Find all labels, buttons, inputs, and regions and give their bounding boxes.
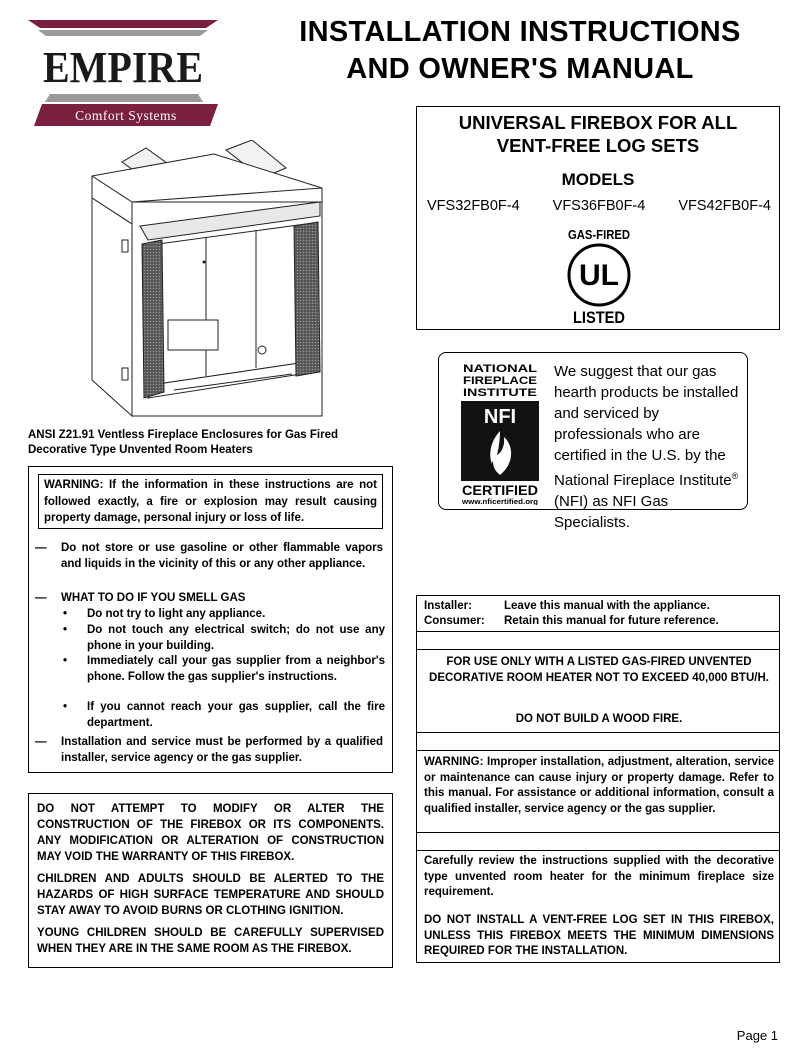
installer-info-box: [416, 595, 780, 963]
nfi-recommendation-text: We suggest that our gas hearth products be installed and serviced by professionals who are certified in the U.S. by the National Fireplace Institute® (NFI) as NFI Gas Specialists.: [554, 363, 739, 531]
svg-text:NFI: NFI: [483, 406, 517, 428]
no-install-warning: DO NOT INSTALL A VENT-FREE LOG SET IN THIS FIREBOX, UNLESS THIS FIREBOX MEETS THE MINIMUM DIMENSIONS REQUIRED FOR THE INSTALLATION.: [424, 914, 774, 957]
registered-mark: ®: [731, 471, 739, 481]
nfi-certified-logo: [457, 361, 543, 505]
dash-marker: —: [35, 736, 47, 748]
surface-temp-warning: CHILDREN AND ADULTS SHOULD BE ALERTED TO THE HAZARDS OF HIGH SURFACE TEMPERATURE AND SHOULD STAY AWAY TO AVOID BURNS OR CLOTHING IGNITION.: [37, 873, 384, 917]
installer-text: Leave this manual with the appliance.: [504, 600, 710, 612]
svg-text:CERTIFIED: CERTIFIED: [462, 482, 538, 498]
bullet-text: Do not touch any electrical switch; do not use any phone in your building.: [87, 624, 385, 652]
ul-listed-mark: [549, 227, 649, 327]
spacer-row: [417, 632, 779, 650]
models-list: [427, 198, 771, 214]
bullet-marker: •: [63, 701, 68, 713]
ul-bottom-text: LISTED: [573, 308, 625, 327]
fire-explosion-warning: WARNING: If the information in these instructions are not followed exactly, a fire or explosion may result causing property damage, personal injury or loss of life.: [38, 474, 383, 529]
model-item: VFS32FB0F-4: [427, 198, 520, 214]
figure-caption: ANSI Z21.91 Ventless Fireplace Enclosures for Gas Fired Decorative Type Unvented Room Heaters: [28, 429, 338, 456]
children-warning: YOUNG CHILDREN SHOULD BE CAREFULLY SUPERVISED WHEN THEY ARE IN THE SAME ROOM AS THE FIREBOX.: [37, 927, 384, 955]
page-number: Page 1: [736, 1028, 778, 1043]
improper-install-warning: WARNING: Improper installation, adjustment, alteration, service or maintenance can cause injury or property damage. Refer to this manual. For assistance or additional information, consult a qualified installer, service agency or the gas supplier.: [424, 756, 774, 815]
dash-marker: —: [35, 592, 47, 604]
page-title: [250, 14, 790, 88]
svg-text:FIREPLACE: FIREPLACE: [463, 375, 537, 387]
models-heading-line1: UNIVERSAL FIREBOX FOR ALL: [458, 112, 738, 133]
svg-text:INSTITUTE: INSTITUTE: [463, 387, 537, 399]
bullet-text: Do not try to light any appliance.: [87, 608, 266, 620]
dash-marker: —: [35, 542, 47, 554]
bullet-marker: •: [63, 655, 68, 667]
bullet-text: Immediately call your gas supplier from a neighbor's phone. Follow the gas supplier's instructions.: [87, 655, 385, 683]
firebox-illustration: [86, 140, 346, 420]
models-box: [416, 106, 780, 330]
list-item-text: Installation and service must be performed by a qualified installer, service agency or the gas supplier.: [61, 736, 383, 764]
gas-warning-box: [28, 466, 393, 773]
review-row: [417, 851, 779, 964]
review-instructions-text: Carefully review the instructions supplied with the decorative type unvented room heater for the minimum fireplace size requirement.: [424, 855, 774, 898]
models-label: MODELS: [561, 170, 635, 189]
title-line2: AND OWNER'S MANUAL: [346, 53, 694, 85]
installer-label: Installer:: [424, 600, 472, 612]
models-heading: [417, 111, 779, 157]
ul-letters: UL: [579, 259, 619, 292]
list-item-text: Do not store or use gasoline or other flammable vapors and liquids in the vicinity of this or any other appliance.: [61, 542, 383, 570]
empire-logo: [28, 20, 218, 128]
installer-consumer-row: [417, 596, 779, 632]
consumer-text: Retain this manual for future reference.: [504, 615, 719, 627]
modify-warning: DO NOT ATTEMPT TO MODIFY OR ALTER THE CONSTRUCTION OF THE FIREBOX OR ITS COMPONENTS. ANY MODIFICATION OR ALTERATION OF CONSTRUCTION MAY VOID THE WARRANTY OF THIS FIREBOX.: [37, 803, 384, 863]
model-item: VFS42FB0F-4: [678, 198, 771, 214]
use-only-text: FOR USE ONLY WITH A LISTED GAS-FIRED UNVENTED DECORATIVE ROOM HEATER NOT TO EXCEED 40,000 BTU/H.: [429, 656, 769, 684]
consumer-label: Consumer:: [424, 615, 485, 627]
models-heading-line2: VENT-FREE LOG SETS: [496, 135, 700, 156]
logo-brand: EMPIRE: [43, 43, 203, 92]
bullet-marker: •: [63, 608, 68, 620]
bullet-marker: •: [63, 624, 68, 636]
modification-warning-box: [28, 793, 393, 968]
no-wood-fire-text: DO NOT BUILD A WOOD FIRE.: [515, 713, 683, 725]
ul-top-text: GAS-FIRED: [568, 228, 630, 242]
bullet-text: If you cannot reach your gas supplier, call the fire department.: [87, 701, 385, 729]
svg-text:NATIONAL: NATIONAL: [463, 363, 538, 375]
title-line1: INSTALLATION INSTRUCTIONS: [299, 16, 741, 48]
nfi-recommendation-box: [438, 352, 748, 531]
use-only-row: [417, 650, 779, 733]
spacer-row: [417, 733, 779, 751]
spacer-row: [417, 833, 779, 851]
model-item: VFS36FB0F-4: [552, 198, 646, 214]
improper-install-row: [417, 751, 779, 833]
svg-text:www.nficertified.org: www.nficertified.org: [460, 497, 539, 505]
logo-tagline: Comfort Systems: [75, 108, 177, 123]
smell-gas-heading: WHAT TO DO IF YOU SMELL GAS: [61, 592, 246, 604]
